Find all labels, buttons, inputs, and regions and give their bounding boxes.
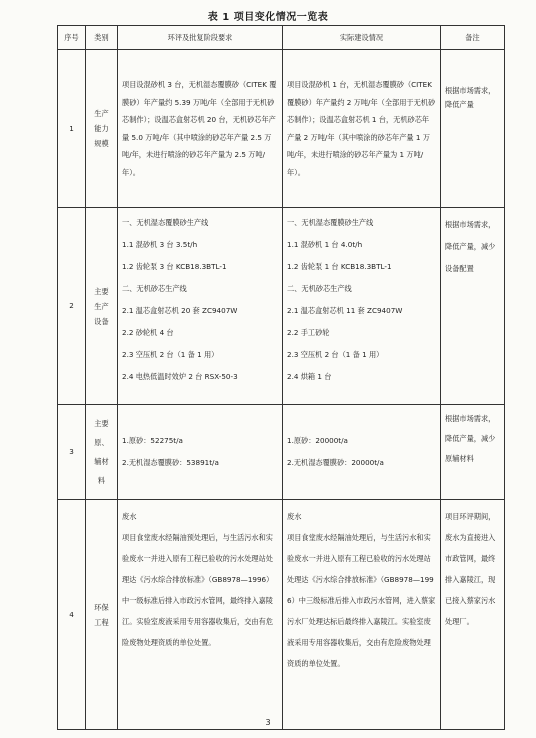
row-category: 生产能力规模 xyxy=(86,50,118,208)
row-note xyxy=(441,500,505,730)
table-row xyxy=(58,208,505,405)
note-text: 根据市场需求，降低产量 xyxy=(445,86,496,109)
actual-text: 项目食堂废水经隔油处理后，与生活污水和实验废水一并进入原有工程已验收的污水处理站处理达《污水综合排放标准》（GB8978—1996）中三级标准后排入市政污水管网，进入蔡家污水厂处理达标后最终排入嘉陵江。实验室废液采用专用容器收集后，交由有危险废物处理资质的单位处置。 xyxy=(287,533,436,668)
header-actual: 实际建设情况 xyxy=(283,26,441,50)
header-num: 序号 xyxy=(58,26,86,50)
eia-line: 2.4 电热低温时效炉 2 台 RSX-50-3 xyxy=(122,372,238,381)
eia-line: 1.原砂：52275t/a xyxy=(122,436,183,445)
note-text: 根据市场需求，降低产量，减少原辅材料 xyxy=(445,414,496,463)
row-note xyxy=(441,405,505,500)
actual-heading: 废水 xyxy=(287,512,302,521)
eia-line: 1.2 齿轮泵 3 台 KCB18.3BTL-1 xyxy=(122,262,227,271)
eia-line: 一、无机湿态覆膜砂生产线 xyxy=(122,218,209,227)
note-text: 根据市场需求，降低产量，减少设备配置 xyxy=(445,220,496,273)
actual-line: 2.无机湿态覆膜砂：20000t/a xyxy=(287,458,384,467)
eia-line: 2.无机湿态覆膜砂：53891t/a xyxy=(122,458,219,467)
row-num: 1 xyxy=(58,50,86,208)
eia-line: 2.1 温芯盒射芯机 20 套 ZC9407W xyxy=(122,306,238,315)
page-number: 3 xyxy=(265,718,271,727)
project-change-table xyxy=(57,25,505,730)
row-eia xyxy=(118,500,283,730)
eia-heading: 废水 xyxy=(122,512,137,521)
actual-line: 二、无机砂芯生产线 xyxy=(287,284,352,293)
row-eia xyxy=(118,50,283,208)
table-row xyxy=(58,405,505,500)
row-num: 3 xyxy=(58,405,86,500)
table-row xyxy=(58,500,505,730)
actual-text: 项目设混砂机 1 台，无机湿态覆膜砂（CITEK 覆膜砂）年产量约 2 万吨/年（全部用于无机砂芯制作）；设温芯盒射芯机 1 台，无机砂芯年产量 2 万吨/年（其中喷涂的砂芯年产量 1 万吨/年，未进行喷涂的砂芯年产量为 1 万吨/年）。 xyxy=(287,80,436,177)
actual-line: 2.1 温芯盒射芯机 11 套 ZC9407W xyxy=(287,306,403,315)
row-note xyxy=(441,50,505,208)
row-category: 主要生产设备 xyxy=(86,208,118,405)
actual-line: 1.2 齿轮泵 1 台 KCB18.3BTL-1 xyxy=(287,262,392,271)
table-title: 表 1 项目变化情况一览表 xyxy=(207,12,329,23)
row-eia xyxy=(118,208,283,405)
row-note xyxy=(441,208,505,405)
row-eia xyxy=(118,405,283,500)
row-actual xyxy=(283,50,441,208)
row-category: 主要原、辅材料 xyxy=(86,405,118,500)
eia-text: 项目食堂废水经隔油预处理后，与生活污水和实验废水一并进入原有工程已验收的污水处理站处理达《污水综合排放标准》（GB8978—1996）中一级标准后排入市政污水管网，最终排入嘉陵江。实验室废液采用专用容器收集后，交由有危险废物处理资质的单位处置。 xyxy=(122,533,274,647)
table-row xyxy=(58,50,505,208)
eia-line: 2.3 空压机 2 台（1 备 1 用） xyxy=(122,350,219,359)
actual-line: 1.原砂：20000t/a xyxy=(287,436,348,445)
actual-line: 2.4 烘箱 1 台 xyxy=(287,372,332,381)
eia-line: 1.1 混砂机 3 台 3.5t/h xyxy=(122,240,198,249)
header-row xyxy=(58,26,505,50)
header-note: 备注 xyxy=(441,26,505,50)
row-actual xyxy=(283,500,441,730)
header-eia: 环评及批复阶段要求 xyxy=(118,26,283,50)
eia-line: 2.2 砂轮机 4 台 xyxy=(122,328,174,337)
actual-line: 1.1 混砂机 1 台 4.0t/h xyxy=(287,240,363,249)
eia-text: 项目设混砂机 3 台，无机湿态覆膜砂（CITEK 覆膜砂）年产量约 5.39 万吨/年（全部用于无机砂芯制作）；设温芯盒射芯机 20 台，无机砂芯年产量 5.0 万吨/年（其中喷涂的砂芯年产量 2.5 万吨/年，未进行喷涂的砂芯年产量为 2.5 万吨/年）。 xyxy=(122,80,277,177)
eia-line: 二、无机砂芯生产线 xyxy=(122,284,187,293)
row-category: 环保工程 xyxy=(86,500,118,730)
row-actual xyxy=(283,208,441,405)
actual-line: 一、无机湿态覆膜砂生产线 xyxy=(287,218,374,227)
row-num: 4 xyxy=(58,500,86,730)
row-num: 2 xyxy=(58,208,86,405)
row-actual xyxy=(283,405,441,500)
header-category: 类别 xyxy=(86,26,118,50)
note-text: 项目环评期间，废水为直接进入市政管网，最终排入嘉陵江，现已接入蔡家污水处理厂。 xyxy=(445,512,496,626)
actual-line: 2.3 空压机 2 台（1 备 1 用） xyxy=(287,350,384,359)
actual-line: 2.2 手工砂轮 xyxy=(287,328,330,337)
